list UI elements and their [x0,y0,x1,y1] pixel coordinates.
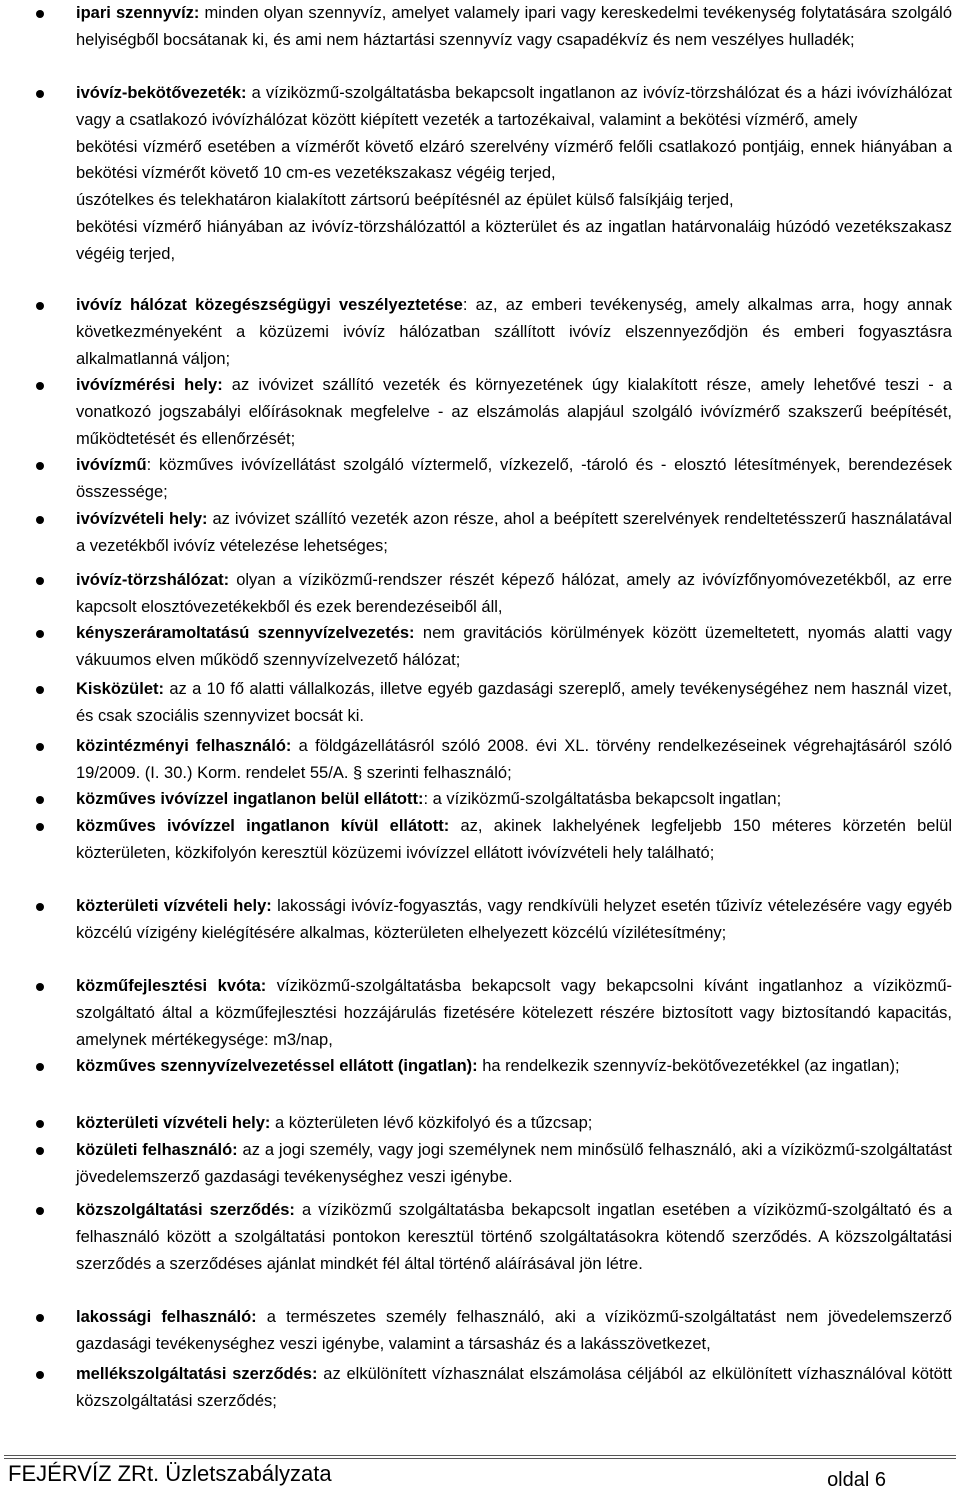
definition-subclause: bekötési vízmérő esetében a vízmérőt követő elzáró szerelvény vízmérő felőli csatlakozó pontjáig, ennek hiányában a bekötési vízmérőt követő 10 cm-es vezetékszakasz végéig terjed, [76,137,952,183]
definition-term: közterületi vízvételi hely: [76,1114,271,1132]
definition-item [0,973,960,1053]
definition-item [0,80,960,268]
definition-text: : az, az emberi tevékenység, amely alkalmas arra, hogy annak következményeként a közüzemi ivóvíz hálózatban szállított ivóvíz elszennyeződjön és emberi fogyasztásra alkalmatlanná váljon; [76,296,952,368]
definition-term: közműfejlesztési kvóta: [76,977,267,995]
footer-divider [4,1455,956,1456]
definition-term: ivóvízvételi hely: [76,510,208,528]
bullet-icon [36,903,44,911]
page-number: oldal 6 [827,1469,886,1491]
definition-term: ipari szennyvíz: [76,4,200,22]
bullet-icon [36,302,44,310]
definition-item [0,452,960,506]
definition-subclause: úszótelkes és telekhatáron kialakított zártsorú beépítésnél az épület külső falsíkjáig terjed, [76,191,734,210]
footer-divider-second [4,1458,956,1459]
definition-text: a víziközmű szolgáltatásba bekapcsolt ingatlan esetében a víziközmű-szolgáltató és a felhasználó között a szolgáltatási pontokon keresztül történő szolgáltatásokra kötendő szerződés. A közszolgáltatási szerződés a szerződéses ajánlat mindkét fél által történő aláírásával jön létre. [76,1201,952,1273]
definition-text: a közterületen lévő közkifolyó és a tűzcsap; [270,1114,593,1132]
bullet-icon [36,686,44,694]
bullet-icon [36,1063,44,1071]
definition-text: lakossági ivóvíz-fogyasztás, vagy rendkívüli helyzet esetén tűzivíz vételezésére vagy egyéb közcélú vízigény kielégítésére alkalmas, közterületen elhelyezett közcélú vízilétesítmény; [76,897,952,942]
definition-term: közműves szennyvízelvezetéssel ellátott (ingatlan): [76,1057,478,1075]
definition-text: az ivóvizet szállító vezeték és környezetének úgy kialakított része, amely lehetővé teszi - a vonatkozó jogszabályi előírásoknak megfelelve - az elszámolás alapjául szolgáló ivóvízmérő szakszerű beépítését, működtetését és ellenőrzését; [76,376,952,448]
bullet-icon [36,577,44,585]
definition-item [0,1137,960,1191]
bullet-icon [36,796,44,804]
bullet-icon [36,462,44,470]
definition-item [0,506,960,560]
definition-text: : közműves ivóvízellátást szolgáló víztermelő, vízkezelő, -tároló és - elosztó létesítmények, berendezések összessége; [76,456,952,501]
footer-title: FEJÉRVÍZ ZRt. Üzletszabályzata [8,1461,332,1486]
definition-item [0,733,960,787]
definition-text: a természetes személy felhasználó, aki a víziközmű-szolgáltatást nem jövedelemszerző gazdasági tevékenységhez veszi igénybe, valamint a társasház és a lakásszövetkezet, [76,1308,952,1353]
definition-term: lakossági felhasználó: [76,1308,257,1326]
bullet-icon [36,823,44,831]
definition-text: olyan a víziközmű-rendszer részét képező hálózat, amely az ivóvízfőnyomóvezetékből, az erre kapcsolt elosztóvezetékekből és ezek berendezéseiből áll, [76,571,952,616]
definition-term: mellékszolgáltatási szerződés: [76,1365,318,1383]
definition-term: ivóvíz-törzshálózat: [76,571,230,589]
definition-item [0,1361,960,1415]
bullet-icon [36,1371,44,1379]
definition-term: közületi felhasználó: [76,1141,238,1159]
definition-term: közszolgáltatási szerződés: [76,1201,295,1219]
definition-item [0,813,960,867]
definition-item [0,620,960,674]
bullet-icon [36,1147,44,1155]
definition-item [0,567,960,621]
definition-item [0,1304,960,1358]
definition-text: nem gravitációs körülmények között üzemeltetett, nyomás alatti vagy vákuumos elven működő szennyvízelvezető hálózat; [76,624,952,669]
definition-text: az ivóvizet szállító vezeték azon része, ahol a beépített szerelvények rendeltetésszerű használatával a vezetékből ivóvíz vételezése lehetséges; [76,510,952,555]
definition-item [0,676,960,730]
definition-text: az a jogi személy, vagy jogi személynek nem minősülő felhasználó, aki a víziközmű-szolgáltatást jövedelemszerző gazdasági tevékenységhez veszi igénybe. [76,1141,953,1186]
definition-term: ivóvíz-bekötővezeték: [76,84,247,102]
bullet-icon [36,983,44,991]
definition-text: a földgázellátásról szóló 2008. évi XL. törvény rendelkezéseinek végrehajtásáról szóló 19/2009. (I. 30.) Korm. rendelet 55/A. § szerinti felhasználó; [76,737,952,782]
bullet-icon [36,743,44,751]
bullet-icon [36,1314,44,1322]
definition-item [0,786,960,813]
bullet-icon [36,630,44,638]
definition-term: Kisközület: [76,680,165,698]
definition-text: az, akinek lakhelyének legfeljebb 150 méteres körzetén belül közterületen, közkifolyón keresztül közüzemi ivóvízzel ellátott ivóvízvételi hely található; [76,817,952,862]
definition-text: víziközmű-szolgáltatásba bekapcsolt vagy bekapcsolni kívánt ingatlanhoz a víziközmű-szolgáltató által a közműfejlesztési hozzájárulás fizetésére kötelezett részére biztosított vagy biztosítandó kapacitás, amelynek mértékegysége: m3/nap, [76,977,953,1049]
bullet-icon [36,90,44,98]
definition-item [0,893,960,947]
definition-term: közműves ivóvízzel ingatlanon belül ellátott: [76,790,424,808]
definition-text: minden olyan szennyvíz, amelyet valamely ipari vagy kereskedelmi tevékenység folytatására szolgáló helyiségből bocsátanak ki, és ami nem háztartási szennyvíz vagy csapadékvíz és nem veszélyes hulladék; [76,4,952,49]
bullet-icon [36,382,44,390]
definition-item [0,372,960,452]
definition-item [0,1197,960,1277]
bullet-icon [36,1207,44,1215]
definition-term: ivóvízmérési hely: [76,376,223,394]
definition-term: közintézményi felhasználó: [76,737,292,755]
definition-item [0,292,960,372]
definition-item [0,1110,960,1137]
definition-text: az a 10 fő alatti vállalkozás, illetve egyéb gazdasági szereplő, amely tevékenységéhez nem használ vizet, és csak szociális szennyvizet bocsát ki. [76,680,952,725]
definition-term: ivóvíz hálózat közegészségügyi veszélyeztetése [76,296,463,314]
definition-text: : a víziközmű-szolgáltatásba bekapcsolt ingatlan; [423,790,782,808]
definition-item [0,1053,960,1080]
definition-term: közműves ivóvízzel ingatlanon kívül ellátott: [76,817,450,835]
bullet-icon [36,10,44,18]
definition-term: kényszeráramoltatású szennyvízelvezetés: [76,624,415,642]
definition-text: ha rendelkezik szennyvíz-bekötővezetékkel (az ingatlan); [477,1057,900,1075]
definition-item [0,0,960,54]
definition-term: ivóvízmű [76,456,147,474]
definition-term: közterületi vízvételi hely: [76,897,272,915]
definition-subclause: bekötési vízmérő hiányában az ivóvíz-törzshálózattól a közterület és az ingatlan határvonaláig húzódó vezetékszakasz végéig terjed, [76,217,952,263]
bullet-icon [36,516,44,524]
definition-text: az elkülönített vízhasználat elszámolása céljából az elkülönített vízhasználóval kötött közszolgáltatási szerződés; [76,1365,952,1410]
bullet-icon [36,1120,44,1128]
definition-text: a víziközmű-szolgáltatásba bekapcsolt ingatlanon az ivóvíz-törzshálózat és a házi ivóvízhálózat vagy a csatlakozó ivóvízhálózat között kiépített vezeték a tartozékaival, valamint a bekötési vízmérő, amely [76,84,952,129]
